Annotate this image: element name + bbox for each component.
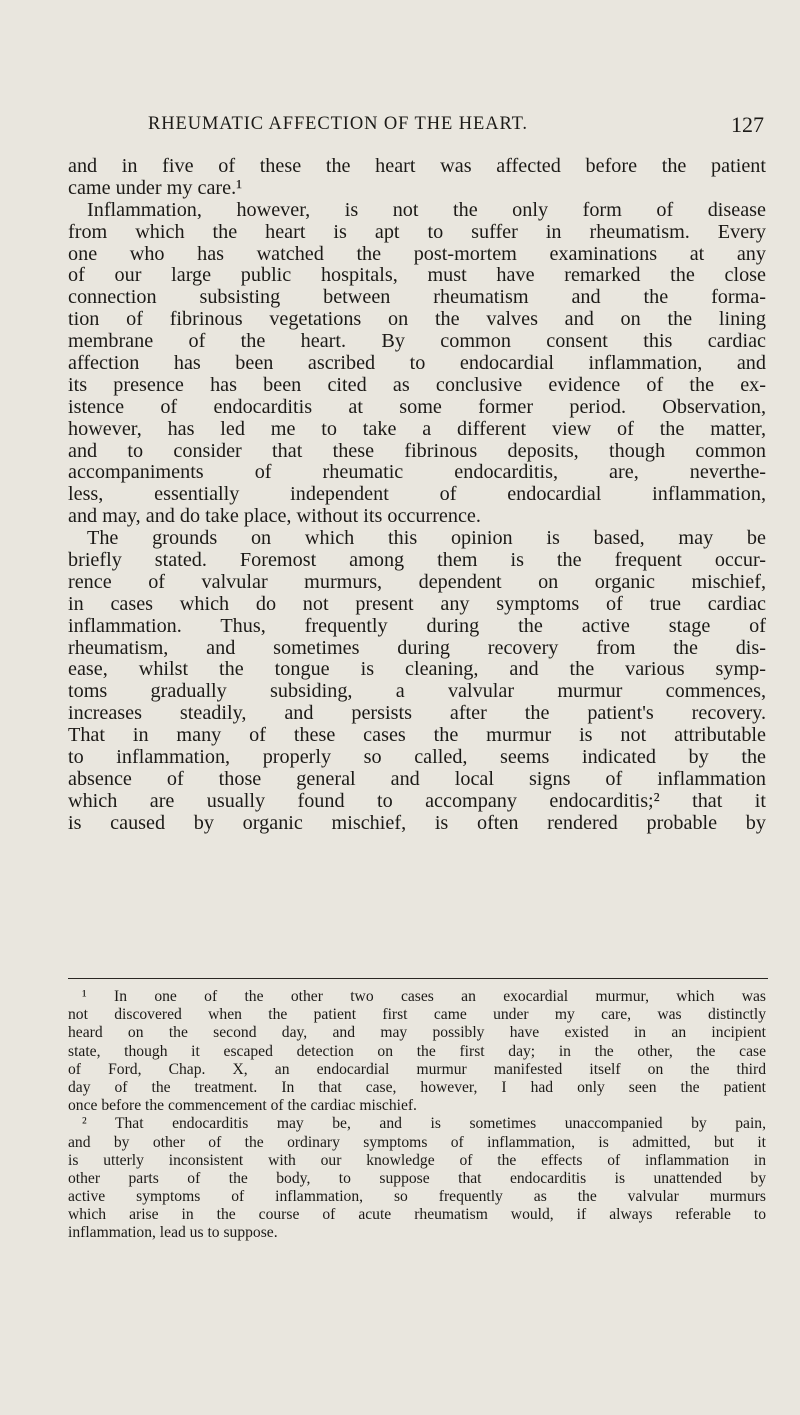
body-line: rence of valvular murmurs, dependent on organic mischief, bbox=[68, 571, 766, 593]
body-line: toms gradually subsiding, a valvular murmur commences, bbox=[68, 681, 766, 703]
body-text bbox=[68, 156, 766, 835]
body-line: one who has watched the post-mortem examinations at any bbox=[68, 243, 766, 265]
body-line: affection has been ascribed to endocardial inflammation, and bbox=[68, 353, 766, 375]
body-line: istence of endocarditis at some former period. Observation, bbox=[68, 396, 766, 418]
body-line: in cases which do not present any symptoms of true cardiac bbox=[68, 593, 766, 615]
running-title: RHEUMATIC AFFECTION OF THE HEART. bbox=[148, 114, 528, 134]
footnote-line: which arise in the course of acute rheumatism would, if always referable to bbox=[68, 1206, 766, 1224]
footnote-line: once before the commencement of the cardiac mischief. bbox=[68, 1097, 417, 1115]
footnote-line: day of the treatment. In that case, however, I had only seen the patient bbox=[68, 1078, 766, 1096]
footnote-line: is utterly inconsistent with our knowledge of the effects of inflammation in bbox=[68, 1151, 766, 1169]
body-line: rheumatism, and sometimes during recovery from the dis- bbox=[68, 637, 766, 659]
footnote-line: inflammation, lead us to suppose. bbox=[68, 1224, 278, 1242]
body-line: and in five of these the heart was affected before the patient bbox=[68, 156, 766, 177]
footnote-line: not discovered when the patient first came under my care, was distinctly bbox=[68, 1006, 766, 1024]
body-line: is caused by organic mischief, is often rendered probable by bbox=[68, 812, 766, 834]
footnote-line: of Ford, Chap. X, an endocardial murmur manifested itself on the third bbox=[68, 1060, 766, 1078]
body-line: absence of those general and local signs of inflammation bbox=[68, 768, 766, 790]
body-line: increases steadily, and persists after the patient's recovery. bbox=[68, 703, 766, 725]
body-line: membrane of the heart. By common consent this cardiac bbox=[68, 331, 766, 353]
footnotes bbox=[68, 988, 766, 1243]
body-line: came under my care.¹ bbox=[68, 177, 243, 199]
body-line: and to consider that these fibrinous deposits, though common bbox=[68, 440, 766, 462]
body-line: inflammation. Thus, frequently during the active stage of bbox=[68, 615, 766, 637]
body-line: Inflammation, however, is not the only form of disease bbox=[87, 199, 766, 221]
body-line: its presence has been cited as conclusive evidence of the ex- bbox=[68, 374, 766, 396]
body-line: The grounds on which this opinion is based, may be bbox=[87, 528, 766, 550]
footnote-line: other parts of the body, to suppose that endocarditis is unattended by bbox=[68, 1169, 766, 1187]
body-line: That in many of these cases the murmur is not attributable bbox=[68, 725, 766, 747]
body-line: from which the heart is apt to suffer in rheumatism. Every bbox=[68, 221, 766, 243]
footnote-line: and by other of the ordinary symptoms of inflammation, is admitted, but it bbox=[68, 1133, 766, 1151]
footnote-divider bbox=[68, 978, 768, 979]
body-line: which are usually found to accompany endocarditis;² that it bbox=[68, 790, 766, 812]
body-line: and may, and do take place, without its occurrence. bbox=[68, 506, 481, 528]
footnote-line: active symptoms of inflammation, so frequently as the valvular murmurs bbox=[68, 1188, 766, 1206]
body-line: of our large public hospitals, must have remarked the close bbox=[68, 265, 766, 287]
body-line: tion of fibrinous vegetations on the valves and on the lining bbox=[68, 309, 766, 331]
footnote-line: state, though it escaped detection on the first day; in the other, the case bbox=[68, 1042, 766, 1060]
page-header bbox=[68, 114, 766, 144]
footnote-line: ² That endocarditis may be, and is sometimes unaccompanied by pain, bbox=[82, 1115, 766, 1133]
page-number: 127 bbox=[731, 112, 764, 137]
footnote-line: heard on the second day, and may possibly have existed in an incipient bbox=[68, 1024, 766, 1042]
body-line: ease, whilst the tongue is cleaning, and the various symp- bbox=[68, 659, 766, 681]
body-line: briefly stated. Foremost among them is the frequent occur- bbox=[68, 550, 766, 572]
body-line: connection subsisting between rheumatism and the forma- bbox=[68, 287, 766, 309]
body-line: however, has led me to take a different view of the matter, bbox=[68, 418, 766, 440]
body-line: to inflammation, properly so called, seems indicated by the bbox=[68, 747, 766, 769]
body-line: accompaniments of rheumatic endocarditis, are, neverthe- bbox=[68, 462, 766, 484]
footnote-line: ¹ In one of the other two cases an exocardial murmur, which was bbox=[82, 988, 766, 1005]
body-line: less, essentially independent of endocardial inflammation, bbox=[68, 484, 766, 506]
